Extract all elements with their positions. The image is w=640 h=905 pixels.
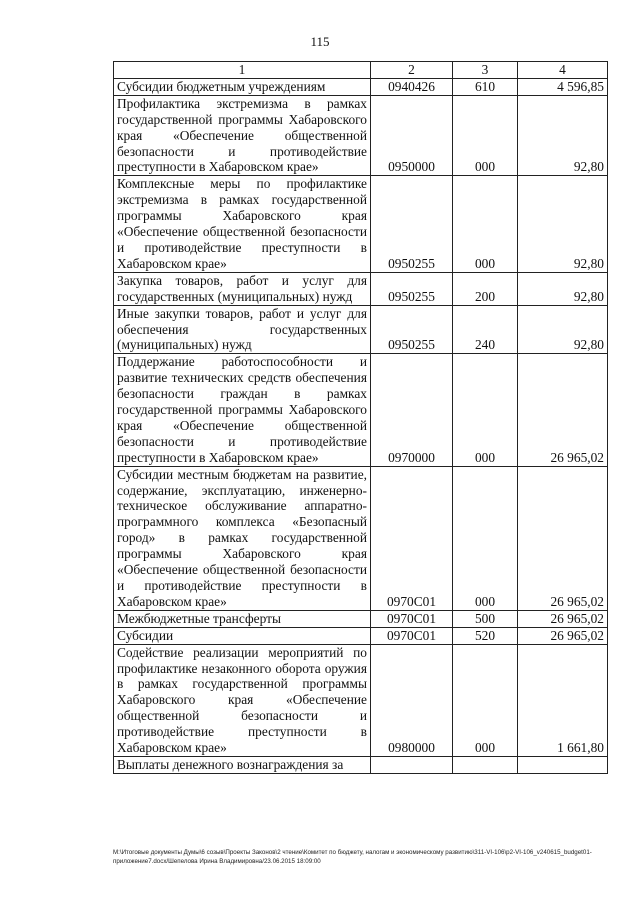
row-name: Иные закупки товаров, работ и услуг для обеспечения государственных (муниципальных) нужд	[114, 305, 371, 354]
table-row	[114, 78, 608, 95]
column-header: 3	[453, 62, 518, 79]
row-code: 0940426	[371, 78, 453, 95]
row-sum: 26 965,02	[518, 354, 608, 466]
row-sum: 92,80	[518, 305, 608, 354]
row-sum: 1 661,80	[518, 644, 608, 756]
row-name: Профилактика экстремизма в рамках государственной программы Хабаровского края «Обеспечение общественной безопасности и противодействие преступности в Хабаровском крае»	[114, 95, 371, 176]
budget-table	[113, 61, 608, 774]
table-row	[114, 610, 608, 627]
row-name: Поддержание работоспособности и развитие технических средств обеспечения безопасности граждан в рамках государственной программы Хабаровского края «Обеспечение общественной безопасности и противодействие преступности в Хабаровском крае»	[114, 354, 371, 466]
row-sum: 26 965,02	[518, 627, 608, 644]
row-type: 000	[453, 176, 518, 272]
column-header: 2	[371, 62, 453, 79]
column-header: 4	[518, 62, 608, 79]
page-number: 115	[310, 34, 330, 49]
row-code: 0970С01	[371, 610, 453, 627]
row-sum	[518, 756, 608, 773]
row-code: 0950000	[371, 95, 453, 176]
table-row	[114, 176, 608, 272]
row-type: 000	[453, 95, 518, 176]
table-row	[114, 354, 608, 466]
table-row	[114, 756, 608, 773]
row-type	[453, 756, 518, 773]
row-type: 000	[453, 466, 518, 610]
row-sum: 92,80	[518, 95, 608, 176]
row-code: 0950255	[371, 305, 453, 354]
row-code	[371, 756, 453, 773]
row-name: Выплаты денежного вознаграждения за	[114, 756, 371, 773]
row-name: Субсидии	[114, 627, 371, 644]
row-name: Закупка товаров, работ и услуг для государственных (муниципальных) нужд	[114, 272, 371, 305]
row-type: 200	[453, 272, 518, 305]
row-sum: 92,80	[518, 272, 608, 305]
table-row	[114, 644, 608, 756]
footer-file-path: M:\Итоговые документы Думы\6 созыв\Проекты Законов\2 чтение\Комитет по бюджету, налогам и экономическому развитию\311-VI-106\p2-VI-106_v240615_budget01-приложение7.docx/Шепелова Ирина Владимировна/23.06.2015 18:09:00	[113, 849, 592, 865]
table-row	[114, 272, 608, 305]
row-code: 0970С01	[371, 627, 453, 644]
row-type: 500	[453, 610, 518, 627]
row-code: 0970000	[371, 354, 453, 466]
row-type: 240	[453, 305, 518, 354]
row-name: Субсидии местным бюджетам на развитие, содержание, эксплуатацию, инженерно-техническое обслуживание аппаратно-программного комплекса «Безопасный город» в рамках государственной программы Хабаровского края «Обеспечение общественной безопасности и противодействие преступности в Хабаровском крае»	[114, 466, 371, 610]
table-row	[114, 95, 608, 176]
row-type: 000	[453, 644, 518, 756]
row-type: 000	[453, 354, 518, 466]
row-type: 610	[453, 78, 518, 95]
row-sum: 92,80	[518, 176, 608, 272]
row-name: Содействие реализации мероприятий по профилактике незаконного оборота оружия в рамках государственной программы Хабаровского края «Обеспечение общественной безопасности и противодействие преступности в Хабаровском крае»	[114, 644, 371, 756]
column-header: 1	[114, 62, 371, 79]
row-name: Межбюджетные трансферты	[114, 610, 371, 627]
row-code: 0950255	[371, 176, 453, 272]
table-header-row	[114, 62, 608, 79]
row-code: 0950255	[371, 272, 453, 305]
row-code: 0980000	[371, 644, 453, 756]
table-row	[114, 305, 608, 354]
row-name: Субсидии бюджетным учреждениям	[114, 78, 371, 95]
row-sum: 26 965,02	[518, 466, 608, 610]
row-type: 520	[453, 627, 518, 644]
table-row	[114, 627, 608, 644]
row-sum: 26 965,02	[518, 610, 608, 627]
row-sum: 4 596,85	[518, 78, 608, 95]
row-code: 0970С01	[371, 466, 453, 610]
table-row	[114, 466, 608, 610]
row-name: Комплексные меры по профилактике экстремизма в рамках государственной программы Хабаровского края «Обеспечение общественной безопасности и противодействие преступности в Хабаровском крае»	[114, 176, 371, 272]
